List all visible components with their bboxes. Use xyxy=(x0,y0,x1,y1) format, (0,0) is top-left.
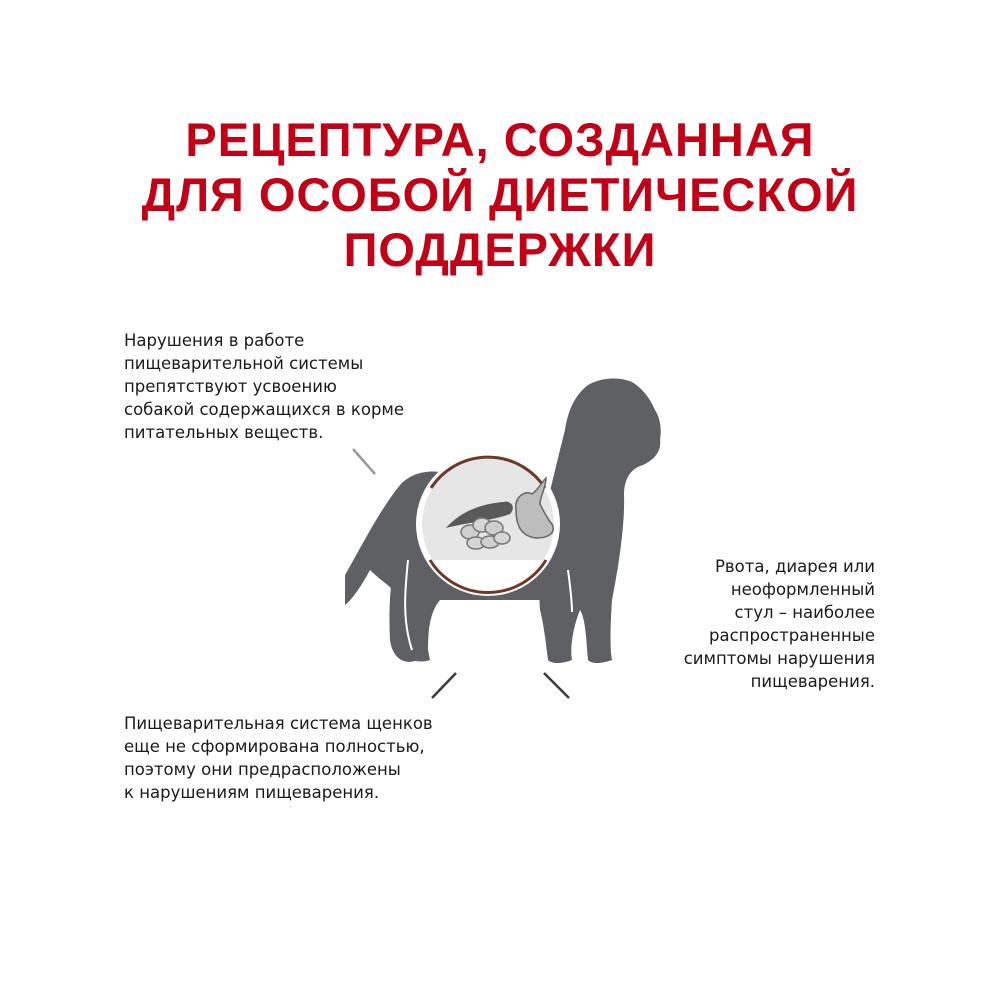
title-line-1: РЕЦЕПТУРА, СОЗДАННАЯ xyxy=(185,113,815,166)
title-line-2: ДЛЯ ОСОБОЙ ДИЕТИЧЕСКОЙ xyxy=(141,168,859,221)
connector-line-top-left xyxy=(124,449,375,474)
callout-line: еще не сформирована полностью, xyxy=(124,737,425,756)
callout-line: стул – наиболее xyxy=(734,603,875,622)
callout-line: питательных веществ. xyxy=(124,423,324,442)
connector-line-right xyxy=(544,673,876,698)
callout-line: Нарушения в работе xyxy=(124,331,305,350)
callout-line: распространенные xyxy=(709,626,875,645)
callout-line: Пищеварительная система щенков xyxy=(124,714,433,733)
callout-line: симптомы нарушения xyxy=(683,649,875,668)
callout-line: Рвота, диарея или xyxy=(714,557,875,576)
callout-line: препятствуют усвоению xyxy=(124,377,337,396)
callout-line: пищеварительной системы xyxy=(124,354,364,373)
connector-line-bottom-left xyxy=(124,673,456,698)
title-line-3: ПОДДЕРЖКИ xyxy=(343,223,657,276)
callout-line: пищеварения. xyxy=(750,672,875,691)
callout-line: к нарушениям пищеварения. xyxy=(124,783,380,802)
callout-line: неоформленный xyxy=(730,580,875,599)
callout-line: поэтому они предрасположены xyxy=(124,760,401,779)
callout-line: собакой содержащихся в корме xyxy=(124,400,405,419)
